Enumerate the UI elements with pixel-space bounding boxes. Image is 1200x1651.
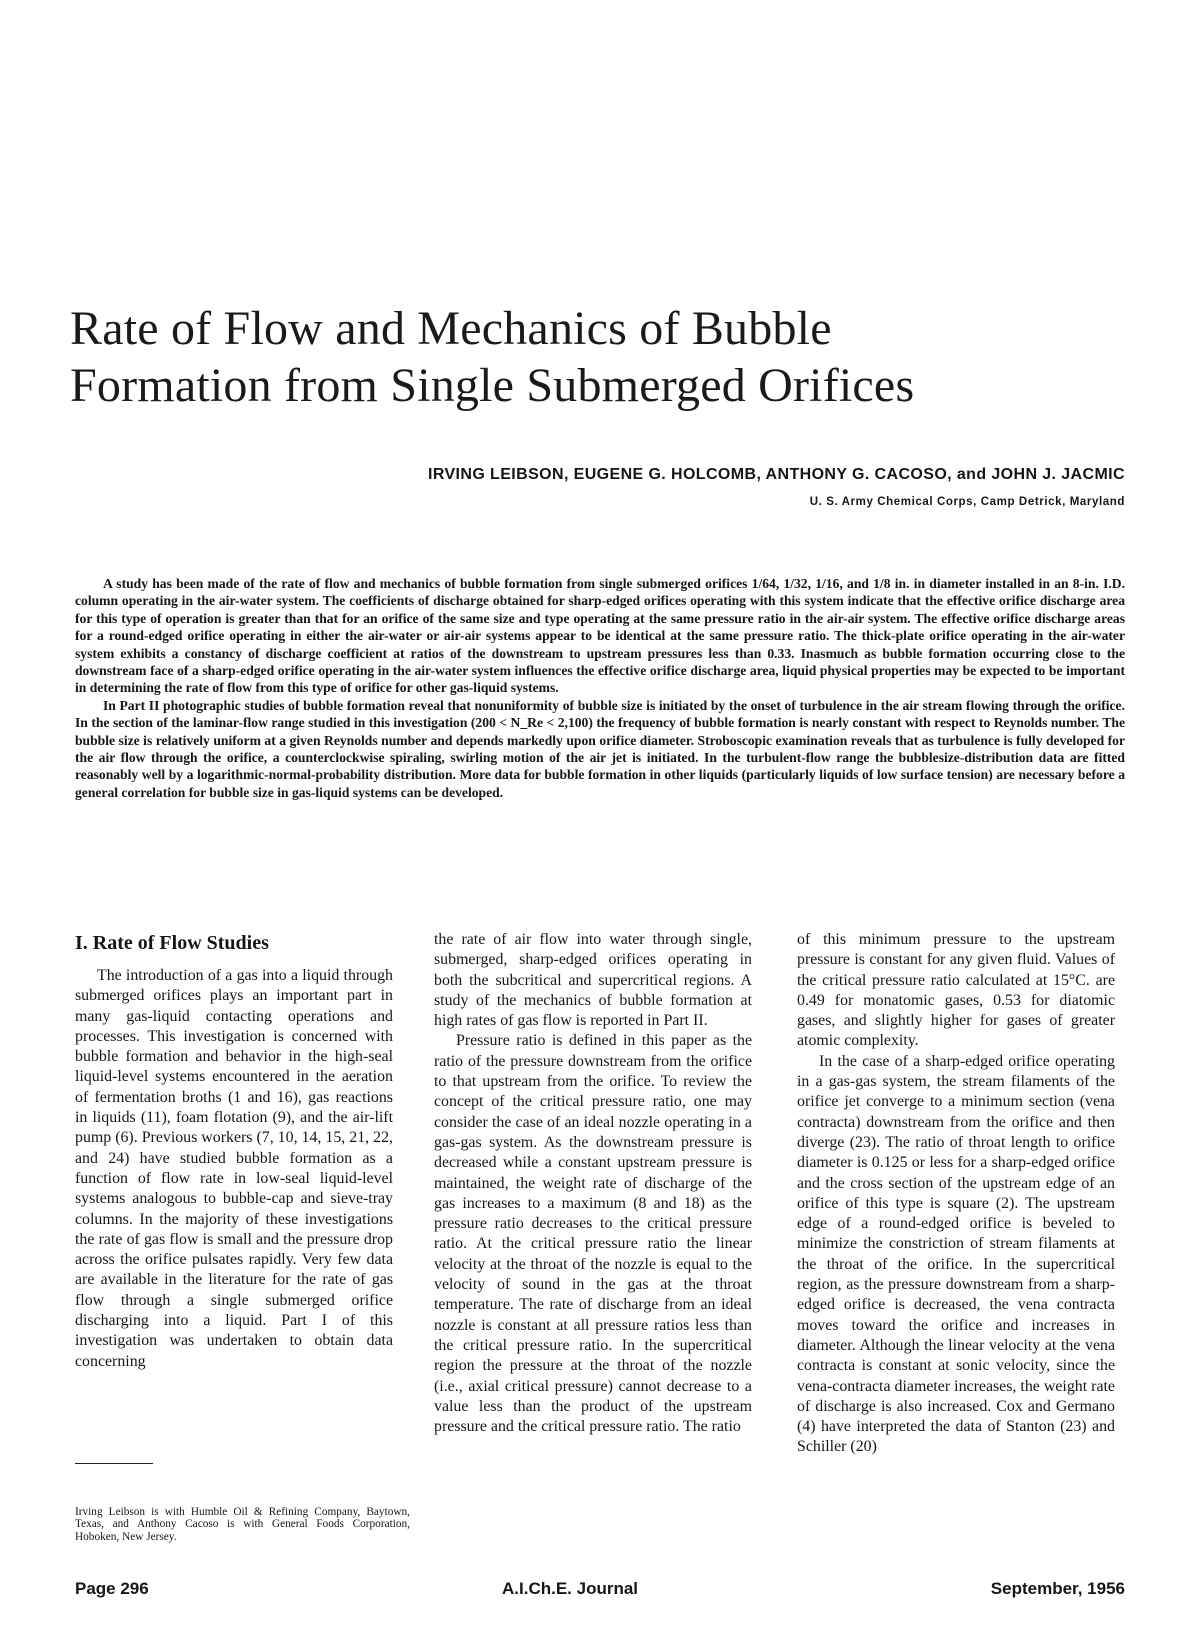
column-3-paragraph-2: In the case of a sharp-edged orifice operating in a gas-gas system, the stream filaments of the orifice jet converge to a minimum section (vena contracta) downstream from the orifice and then diverge (23). The ratio of throat length to orifice diameter is 0.125 or less for a sharp-edged orifice and the cross section of the upstream edge of an orifice of this type is square (2). The upstream edge of a round-edged orifice is beveled to minimize the constriction of stream filaments at the throat of the orifice. In the supercritical region, as the pressure downstream from a sharp-edged orifice is decreased, the vena contracta moves toward the orifice and increases in diameter. Although the linear velocity at the vena contracta is constant at sonic velocity, since the vena-contracta diameter increases, the weight rate of discharge is also increased. Cox and Germano (4) have interpreted the data of Stanton (23) and Schiller (20) — [797, 1052, 1115, 1456]
column-2-paragraph-1: the rate of air flow into water through single, submerged, sharp-edged orifices operating in both the subcritical and supercritical regions. A study of the mechanics of bubble formation at high rates of gas flow is reported in Part II. — [434, 931, 752, 1030]
title-line-1: Rate of Flow and Mechanics of Bubble — [70, 302, 832, 355]
title-line-2: Formation from Single Submerged Orifices — [70, 359, 915, 412]
footnote: Irving Leibson is with Humble Oil & Refining Company, Baytown, Texas, and Anthony Cacoso is with General Foods Corporation, Hoboken, New Jersey. — [75, 1506, 410, 1543]
affiliation: U. S. Army Chemical Corps, Camp Detrick, Maryland — [809, 496, 1125, 508]
column-1-paragraph-1: The introduction of a gas into a liquid through submerged orifices plays an important part in many gas-liquid contacting operations and processes. This investigation is concerned with bubble formation and behavior in the high-seal liquid-level systems encountered in the aeration of fermentation broths (1 and 16), gas reactions in liquids (11), foam flotation (9), and the air-lift pump (6). Previous workers (7, 10, 14, 15, 21, 22, and 24) have studied bubble formation as a function of flow rate in low-seal liquid-level systems analogous to bubble-cap and sieve-tray columns. In the majority of these investigations the rate of gas flow is small and the pressure drop across the orifice pulsates rapidly. Very few data are available in the literature for the rate of gas flow through a single submerged orifice discharging into a liquid. Part I of this investigation was undertaken to obtain data concerning — [75, 967, 393, 1370]
body-column-2 — [434, 930, 752, 1437]
abstract — [75, 575, 1125, 801]
issue-date: September, 1956 — [990, 1579, 1125, 1598]
body-column-3 — [797, 930, 1115, 1458]
footnote-divider — [75, 1463, 153, 1464]
journal-name: A.I.Ch.E. Journal — [502, 1579, 639, 1598]
column-3-paragraph-1: of this minimum pressure to the upstream pressure is constant for any given fluid. Values of the critical pressure ratio calculated at 15°C. are 0.49 for monatomic gases, 0.53 for diatomic gases, and slightly higher for gases of greater atomic complexity. — [797, 931, 1115, 1050]
section-heading: I. Rate of Flow Studies — [75, 932, 269, 954]
abstract-paragraph-2: In Part II photographic studies of bubble formation reveal that nonuniformity of bubble size is initiated by the onset of turbulence in the air stream flowing through the orifice. In the section of the laminar-flow range studied in this investigation (200 < N_Re < 2,100) the frequency of bubble formation is nearly constant with respect to Reynolds number. The bubble size is relatively uniform at a given Reynolds number and depends markedly upon orifice diameter. Stroboscopic examination reveals that as turbulence is fully developed for the air flow through the orifice, a counterclockwise spiraling, swirling motion of the air jet is initiated. In the turbulent-flow range the bubblesize-distribution data are fitted reasonably well by a logarithmic-normal-probability distribution. More data for bubble formation in other liquids (particularly liquids of low surface tension) are necessary before a general correlation for bubble size in gas-liquid systems can be developed. — [75, 697, 1125, 800]
article-title — [70, 300, 1150, 414]
page-number: Page 296 — [75, 1579, 149, 1598]
column-2-paragraph-2: Pressure ratio is defined in this paper as the ratio of the pressure downstream from the orifice to that upstream from the orifice. To review the concept of the critical pressure ratio, one may consider the case of an ideal nozzle operating in a gas-gas system. As the downstream pressure is decreased while a constant upstream pressure is maintained, the weight rate of discharge of the gas increases to a maximum (8 and 18) as the pressure ratio decreases to the critical pressure ratio. At the critical pressure ratio the linear velocity at the throat of the nozzle is equal to the velocity of sound in the gas at the throat temperature. The rate of discharge from an ideal nozzle is constant at all pressure ratios less than the critical pressure ratio. In the supercritical region the pressure at the throat of the nozzle (i.e., axial critical pressure) cannot decrease to a value less than the product of the upstream pressure and the critical pressure ratio. The ratio — [434, 1032, 752, 1436]
author-list: IRVING LEIBSON, EUGENE G. HOLCOMB, ANTHONY G. CACOSO, and JOHN J. JACMIC — [427, 466, 1125, 483]
body-column-1 — [75, 930, 393, 1372]
abstract-paragraph-1: A study has been made of the rate of flow and mechanics of bubble formation from single submerged orifices 1/64, 1/32, 1/16, and 1/8 in. in diameter installed in an 8-in. I.D. column operating in the air-water system. The coefficients of discharge obtained for sharp-edged orifices operating with this system indicate that the effective orifice discharge area for this type of operation is greater than that for an orifice of the same size and type operating at the same pressure ratio in the air-air system. The effective orifice discharge areas for a round-edged orifice operating in either the air-water or air-air systems appear to be identical at the same pressure ratio. The thick-plate orifice operating in the air-water system exhibits a constancy of discharge coefficient at ratios of the downstream to upstream pressures less than 0.33. Inasmuch as bubble formation occurring close to the downstream face of a sharp-edged orifice operating in the air-water system influences the effective orifice discharge area, liquid physical properties may be expected to be important in determining the rate of flow from this type of orifice for other gas-liquid systems. — [75, 576, 1125, 696]
